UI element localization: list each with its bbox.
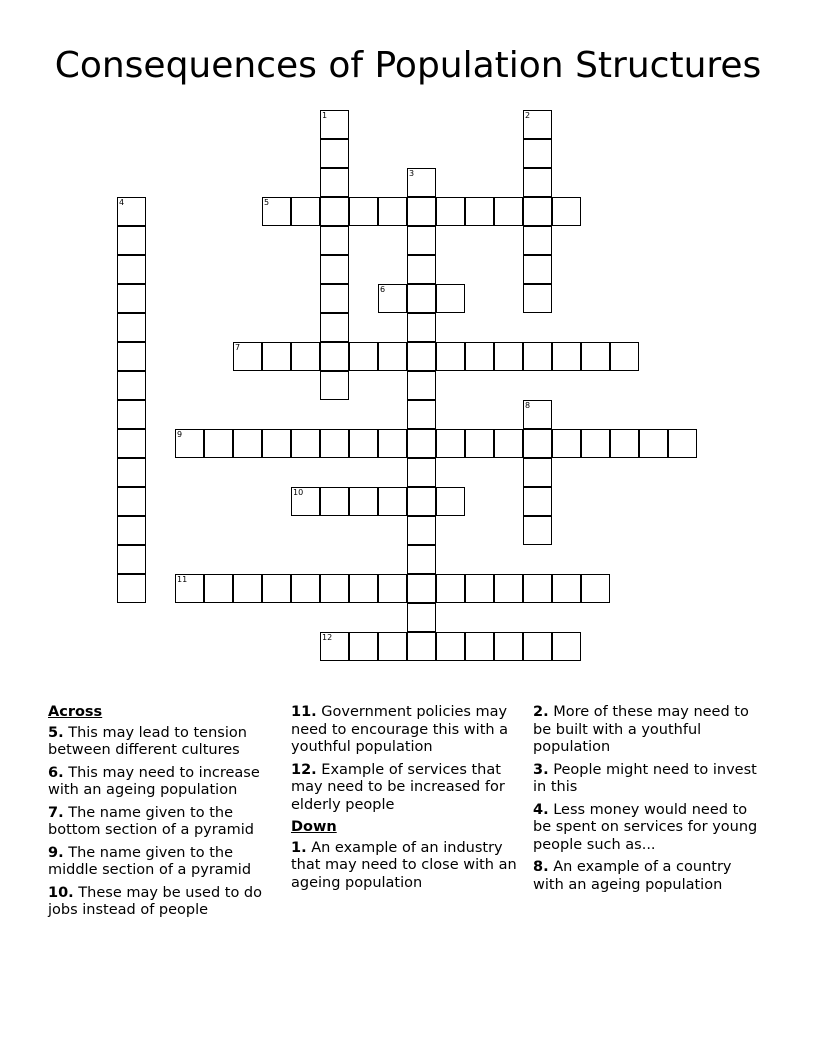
- crossword-cell[interactable]: [523, 255, 552, 284]
- crossword-cell[interactable]: [262, 574, 291, 603]
- crossword-cell[interactable]: [320, 226, 349, 255]
- cell-number: 9: [177, 430, 183, 439]
- crossword-cell[interactable]: [320, 284, 349, 313]
- crossword-cell[interactable]: [291, 429, 320, 458]
- crossword-cell[interactable]: [233, 429, 262, 458]
- crossword-cell[interactable]: [407, 574, 436, 603]
- clues-column-1: [48, 704, 280, 925]
- crossword-cell[interactable]: [523, 487, 552, 516]
- clue-number: 7.: [48, 804, 64, 821]
- crossword-cell[interactable]: [523, 574, 552, 603]
- crossword-cell[interactable]: [262, 429, 291, 458]
- crossword-cell[interactable]: [436, 574, 465, 603]
- crossword-cell[interactable]: [378, 632, 407, 661]
- cell-number: 8: [525, 401, 531, 410]
- clue-down-2: [533, 704, 765, 757]
- clue-number: 3.: [533, 761, 549, 778]
- crossword-cell[interactable]: [639, 429, 668, 458]
- crossword-cell[interactable]: [291, 342, 320, 371]
- clue-down-8: [533, 859, 765, 894]
- crossword-cell[interactable]: [117, 226, 146, 255]
- crossword-cell[interactable]: [610, 429, 639, 458]
- crossword-cell[interactable]: [465, 197, 494, 226]
- crossword-cell[interactable]: [407, 545, 436, 574]
- crossword-cell[interactable]: [407, 197, 436, 226]
- cell-number: 1: [322, 111, 328, 120]
- crossword-cell[interactable]: [407, 226, 436, 255]
- clue-number: 12.: [291, 761, 317, 778]
- crossword-cell[interactable]: [523, 429, 552, 458]
- clue-text: People might need to invest in this: [533, 761, 757, 795]
- crossword-cell[interactable]: [233, 574, 262, 603]
- clue-number: 9.: [48, 844, 64, 861]
- clue-across-10: [48, 885, 280, 920]
- clue-text: An example of a country with an ageing population: [533, 859, 732, 893]
- clue-down-1: [291, 840, 523, 893]
- crossword-cell[interactable]: [581, 574, 610, 603]
- crossword-cell[interactable]: [523, 632, 552, 661]
- clue-text: Less money would need to be spent on services for young people such as...: [533, 801, 758, 853]
- crossword-cell[interactable]: [552, 342, 581, 371]
- crossword-cell[interactable]: [291, 574, 320, 603]
- crossword-cell[interactable]: [349, 487, 378, 516]
- crossword-cell[interactable]: [320, 255, 349, 284]
- crossword-cell[interactable]: [320, 110, 349, 139]
- crossword-cell[interactable]: [552, 429, 581, 458]
- cell-number: 10: [293, 488, 304, 497]
- clue-number: 11.: [291, 704, 317, 720]
- crossword-cell[interactable]: [407, 342, 436, 371]
- crossword-cell[interactable]: [552, 574, 581, 603]
- crossword-cell[interactable]: [436, 429, 465, 458]
- crossword-cell[interactable]: [320, 574, 349, 603]
- clue-text: The name given to the bottom section of a pyramid: [48, 804, 254, 838]
- crossword-cell[interactable]: [407, 458, 436, 487]
- crossword-cell[interactable]: [523, 342, 552, 371]
- crossword-cell[interactable]: [465, 429, 494, 458]
- crossword-cell[interactable]: [117, 516, 146, 545]
- crossword-cell[interactable]: [523, 197, 552, 226]
- cell-number: 3: [409, 169, 415, 178]
- crossword-cell[interactable]: [407, 603, 436, 632]
- clue-text: Government policies may need to encourage this with a youthful population: [291, 704, 509, 755]
- crossword-cell[interactable]: [204, 574, 233, 603]
- crossword-cell[interactable]: [117, 574, 146, 603]
- crossword-cell[interactable]: [407, 400, 436, 429]
- crossword-cell[interactable]: [320, 429, 349, 458]
- crossword-cell[interactable]: [494, 342, 523, 371]
- crossword-cell[interactable]: [117, 545, 146, 574]
- crossword-cell[interactable]: [291, 197, 320, 226]
- cell-number: 5: [264, 198, 270, 207]
- clue-across-6: [48, 765, 280, 800]
- crossword-cell[interactable]: [494, 429, 523, 458]
- crossword-cell[interactable]: [291, 487, 320, 516]
- crossword-cell[interactable]: [407, 284, 436, 313]
- crossword-cell[interactable]: [349, 197, 378, 226]
- crossword-cell[interactable]: [523, 110, 552, 139]
- page-title: Consequences of Population Structures: [54, 45, 762, 86]
- crossword-cell[interactable]: [407, 255, 436, 284]
- crossword-cell[interactable]: [117, 458, 146, 487]
- clues-column-2: [291, 704, 523, 897]
- clue-text: The name given to the middle section of a pyramid: [48, 844, 252, 878]
- crossword-cell[interactable]: [378, 342, 407, 371]
- crossword-cell[interactable]: [494, 197, 523, 226]
- crossword-cell[interactable]: [233, 342, 262, 371]
- crossword-cell[interactable]: [117, 284, 146, 313]
- clue-across-9: [48, 845, 280, 880]
- cell-number: 6: [380, 285, 386, 294]
- crossword-cell[interactable]: [117, 313, 146, 342]
- clue-across-11: [291, 704, 523, 757]
- crossword-cell[interactable]: [407, 429, 436, 458]
- crossword-cell[interactable]: [407, 487, 436, 516]
- crossword-cell[interactable]: [117, 487, 146, 516]
- crossword-cell[interactable]: [407, 168, 436, 197]
- crossword-cell[interactable]: [552, 197, 581, 226]
- crossword-cell[interactable]: [436, 342, 465, 371]
- crossword-cell[interactable]: [204, 429, 233, 458]
- crossword-cell[interactable]: [494, 632, 523, 661]
- crossword-cell[interactable]: [320, 371, 349, 400]
- crossword-cell[interactable]: [552, 632, 581, 661]
- crossword-cell[interactable]: [349, 429, 378, 458]
- crossword-cell[interactable]: [349, 632, 378, 661]
- crossword-cell[interactable]: [262, 342, 291, 371]
- down-heading: Down: [291, 819, 337, 835]
- clue-number: 6.: [48, 764, 64, 781]
- crossword-cell[interactable]: [320, 139, 349, 168]
- cell-number: 2: [525, 111, 531, 120]
- crossword-cell[interactable]: [436, 487, 465, 516]
- crossword-cell[interactable]: [465, 574, 494, 603]
- clue-across-12: [291, 762, 523, 815]
- clue-text: An example of an industry that may need to close with an ageing population: [291, 839, 517, 891]
- crossword-cell[interactable]: [349, 574, 378, 603]
- crossword-cell[interactable]: [175, 574, 204, 603]
- crossword-cell[interactable]: [436, 632, 465, 661]
- crossword-cell[interactable]: [117, 429, 146, 458]
- crossword-cell[interactable]: [378, 197, 407, 226]
- crossword-cell[interactable]: [117, 255, 146, 284]
- crossword-cell[interactable]: [117, 342, 146, 371]
- clue-down-4: [533, 802, 765, 855]
- crossword-cell[interactable]: [436, 197, 465, 226]
- clue-text: Example of services that may need to be increased for elderly people: [291, 761, 505, 813]
- crossword-cell[interactable]: [581, 429, 610, 458]
- crossword-cell[interactable]: [523, 516, 552, 545]
- crossword-cell[interactable]: [320, 632, 349, 661]
- crossword-cell[interactable]: [378, 574, 407, 603]
- clue-number: 1.: [291, 839, 307, 856]
- clue-number: 10.: [48, 884, 74, 901]
- cell-number: 7: [235, 343, 241, 352]
- crossword-cell[interactable]: [465, 632, 494, 661]
- crossword-cell[interactable]: [117, 371, 146, 400]
- crossword-cell[interactable]: [668, 429, 697, 458]
- clues-column-3: [533, 704, 765, 899]
- crossword-cell[interactable]: [465, 342, 494, 371]
- clue-number: 4.: [533, 801, 549, 818]
- crossword-cell[interactable]: [378, 284, 407, 313]
- clue-number: 5.: [48, 724, 64, 741]
- crossword-cell[interactable]: [407, 313, 436, 342]
- crossword-cell[interactable]: [349, 342, 378, 371]
- crossword-cell[interactable]: [610, 342, 639, 371]
- clue-number: 2.: [533, 704, 549, 720]
- crossword-cell[interactable]: [523, 458, 552, 487]
- crossword-cell[interactable]: [407, 632, 436, 661]
- clue-text: This may lead to tension between different cultures: [48, 724, 247, 758]
- crossword-cell[interactable]: [523, 284, 552, 313]
- across-heading: Across: [48, 704, 103, 720]
- crossword-cell[interactable]: [523, 168, 552, 197]
- crossword-cell[interactable]: [523, 139, 552, 168]
- clue-text: More of these may need to be built with a youthful population: [533, 704, 749, 755]
- crossword-cell[interactable]: [523, 226, 552, 255]
- crossword-cell[interactable]: [378, 487, 407, 516]
- crossword-cell[interactable]: [320, 168, 349, 197]
- clue-across-7: [48, 805, 280, 840]
- crossword-cell[interactable]: [117, 197, 146, 226]
- crossword-cell[interactable]: [378, 429, 407, 458]
- clue-across-5: [48, 725, 280, 760]
- clue-down-3: [533, 762, 765, 797]
- crossword-cell[interactable]: [320, 197, 349, 226]
- crossword-cell[interactable]: [320, 313, 349, 342]
- crossword-cell[interactable]: [175, 429, 204, 458]
- crossword-cell[interactable]: [262, 197, 291, 226]
- cell-number: 4: [119, 198, 125, 207]
- clue-text: This may need to increase with an ageing population: [48, 764, 260, 798]
- cell-number: 11: [177, 575, 188, 584]
- crossword-cell[interactable]: [494, 574, 523, 603]
- crossword-cell[interactable]: [581, 342, 610, 371]
- cell-number: 12: [322, 633, 333, 642]
- clue-text: These may be used to do jobs instead of people: [48, 884, 263, 918]
- crossword-cell[interactable]: [407, 371, 436, 400]
- crossword-cell[interactable]: [523, 400, 552, 429]
- crossword-cell[interactable]: [407, 516, 436, 545]
- crossword-cell[interactable]: [320, 487, 349, 516]
- crossword-cell[interactable]: [320, 342, 349, 371]
- clue-number: 8.: [533, 859, 549, 875]
- crossword-cell[interactable]: [436, 284, 465, 313]
- crossword-cell[interactable]: [117, 400, 146, 429]
